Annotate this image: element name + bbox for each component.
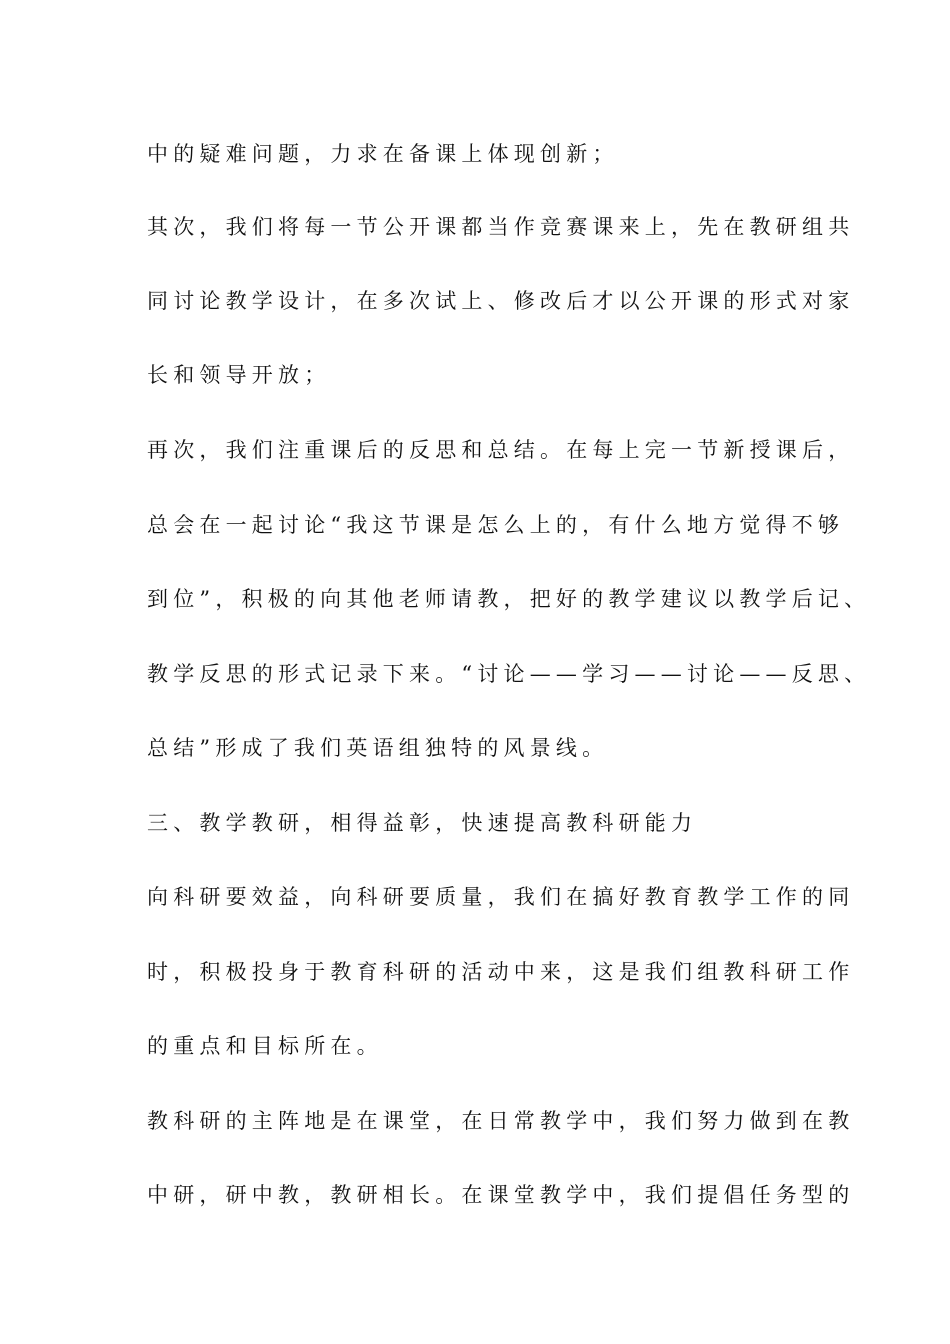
text-line: 再次，我们注重课后的反思和总结。在每上完一节新授课后， xyxy=(147,438,855,462)
section-heading: 三、教学教研，相得益彰，快速提高教科研能力 xyxy=(147,811,698,835)
text-line: 总会在一起讨论“我这节课是怎么上的，有什么地方觉得不够 xyxy=(147,513,845,537)
text-line: 时，积极投身于教育科研的活动中来，这是我们组教科研工作 xyxy=(147,960,855,984)
text-line: 同讨论教学设计，在多次试上、修改后才以公开课的形式对家 xyxy=(147,289,855,313)
text-line: 长和领导开放； xyxy=(147,363,331,387)
text-line: 其次，我们将每一节公开课都当作竞赛课来上，先在教研组共 xyxy=(147,215,855,239)
text-line: 中的疑难问题，力求在备课上体现创新； xyxy=(147,142,619,166)
text-line: 中研，研中教，教研相长。在课堂教学中，我们提倡任务型的 xyxy=(147,1183,855,1207)
text-line: 的重点和目标所在。 xyxy=(147,1034,383,1058)
text-line: 教科研的主阵地是在课堂，在日常教学中，我们努力做到在教 xyxy=(147,1109,855,1133)
text-line: 到位”，积极的向其他老师请教，把好的教学建议以教学后记、 xyxy=(147,587,871,611)
text-line: 教学反思的形式记录下来。“讨论——学习——讨论——反思、 xyxy=(147,662,871,686)
text-line: 向科研要效益，向科研要质量，我们在搞好教育教学工作的同 xyxy=(147,885,855,909)
text-line: 总结”形成了我们英语组独特的风景线。 xyxy=(147,736,609,760)
